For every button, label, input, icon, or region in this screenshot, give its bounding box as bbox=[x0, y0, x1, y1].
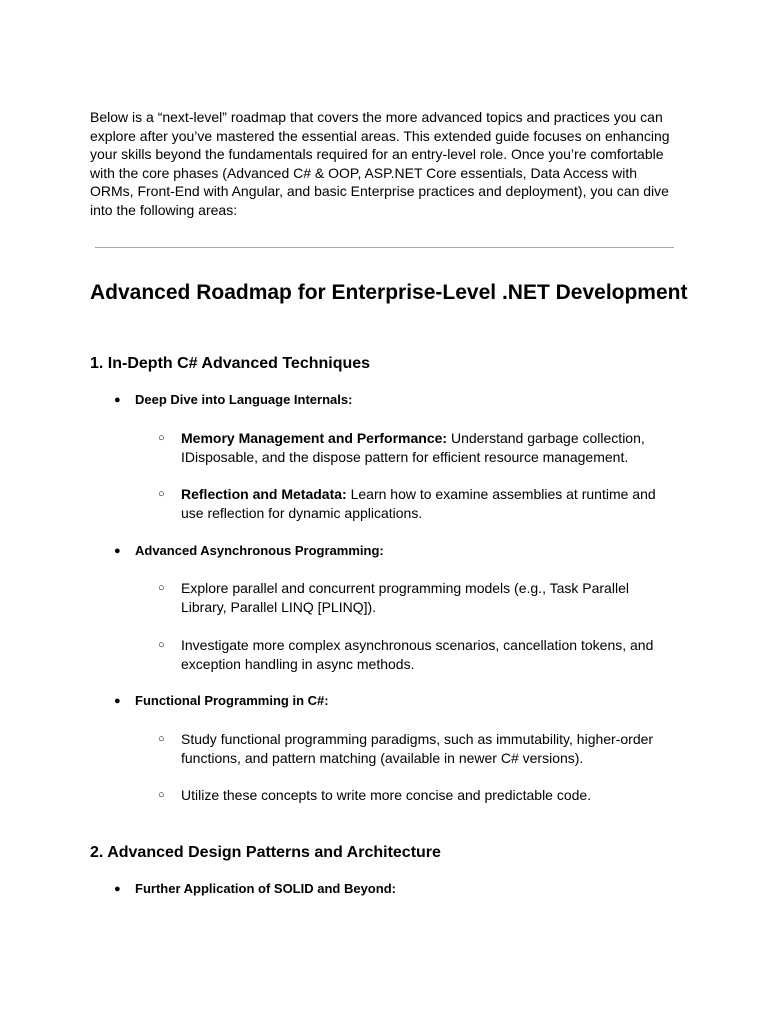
sub-bullet-circle-icon: ○ bbox=[158, 582, 165, 594]
sub-item-text: Learn how to examine assemblies at runtime and use reflection for dynamic applications. bbox=[181, 486, 656, 521]
sub-item-functional-paradigms bbox=[158, 730, 678, 767]
sub-item-bold-label: Memory Management and Performance: bbox=[181, 430, 448, 446]
sub-item-reflection bbox=[158, 485, 678, 522]
bullet-dot-icon: ● bbox=[114, 545, 121, 557]
intro-paragraph: Below is a “next-level” roadmap that covers the more advanced topics and practices you can explore after you’ve mastered the essential areas. This extended guide focuses on enhancing your skills beyond the fundamentals required for an entry-level role. Once you’re comfortable with the core phases (Advanced C# & OOP, ASP.NET Core essentials, Data Access with ORMs, Front-End with Angular, and basic Enterprise practices and deployment), you can dive into the following areas: bbox=[90, 109, 670, 218]
sub-item-text: Investigate more complex asynchronous scenarios, cancellation tokens, and exception handling in async methods. bbox=[181, 637, 654, 672]
sub-bullet-circle-icon: ○ bbox=[158, 639, 165, 651]
sub-bullet-circle-icon: ○ bbox=[158, 789, 165, 801]
sub-item-memory-management bbox=[158, 429, 678, 466]
sub-item-concise-code bbox=[158, 786, 678, 805]
sub-item-bold-label: Reflection and Metadata: bbox=[181, 486, 347, 502]
bullet-label: Deep Dive into Language Internals: bbox=[135, 392, 353, 407]
bullet-label: Functional Programming in C#: bbox=[135, 693, 329, 708]
sub-bullet-circle-icon: ○ bbox=[158, 432, 165, 444]
bullet-dot-icon: ● bbox=[114, 883, 121, 895]
sub-bullet-circle-icon: ○ bbox=[158, 733, 165, 745]
sub-item-async-scenarios bbox=[158, 636, 678, 673]
bullet-label: Advanced Asynchronous Programming: bbox=[135, 543, 384, 558]
sub-item-text: Explore parallel and concurrent programming models (e.g., Task Parallel Library, Parallel LINQ [PLINQ]). bbox=[181, 580, 629, 615]
horizontal-divider bbox=[95, 247, 674, 248]
bullet-dot-icon: ● bbox=[114, 394, 121, 406]
sub-item-text: Study functional programming paradigms, such as immutability, higher-order functions, and pattern matching (available in newer C# versions). bbox=[181, 731, 654, 766]
sub-bullet-circle-icon: ○ bbox=[158, 488, 165, 500]
sub-item-text: Understand garbage collection, IDisposable, and the dispose pattern for efficient resource management. bbox=[181, 430, 645, 465]
page-title: Advanced Roadmap for Enterprise-Level .NET Development bbox=[90, 281, 688, 304]
bullet-dot-icon: ● bbox=[114, 695, 121, 707]
section-heading-1: 1. In-Depth C# Advanced Techniques bbox=[90, 355, 371, 372]
bullet-label: Further Application of SOLID and Beyond: bbox=[135, 881, 396, 896]
sub-item-text: Utilize these concepts to write more concise and predictable code. bbox=[181, 787, 592, 803]
section-heading-2: 2. Advanced Design Patterns and Architecture bbox=[90, 844, 441, 861]
sub-item-parallel-models bbox=[158, 579, 678, 616]
